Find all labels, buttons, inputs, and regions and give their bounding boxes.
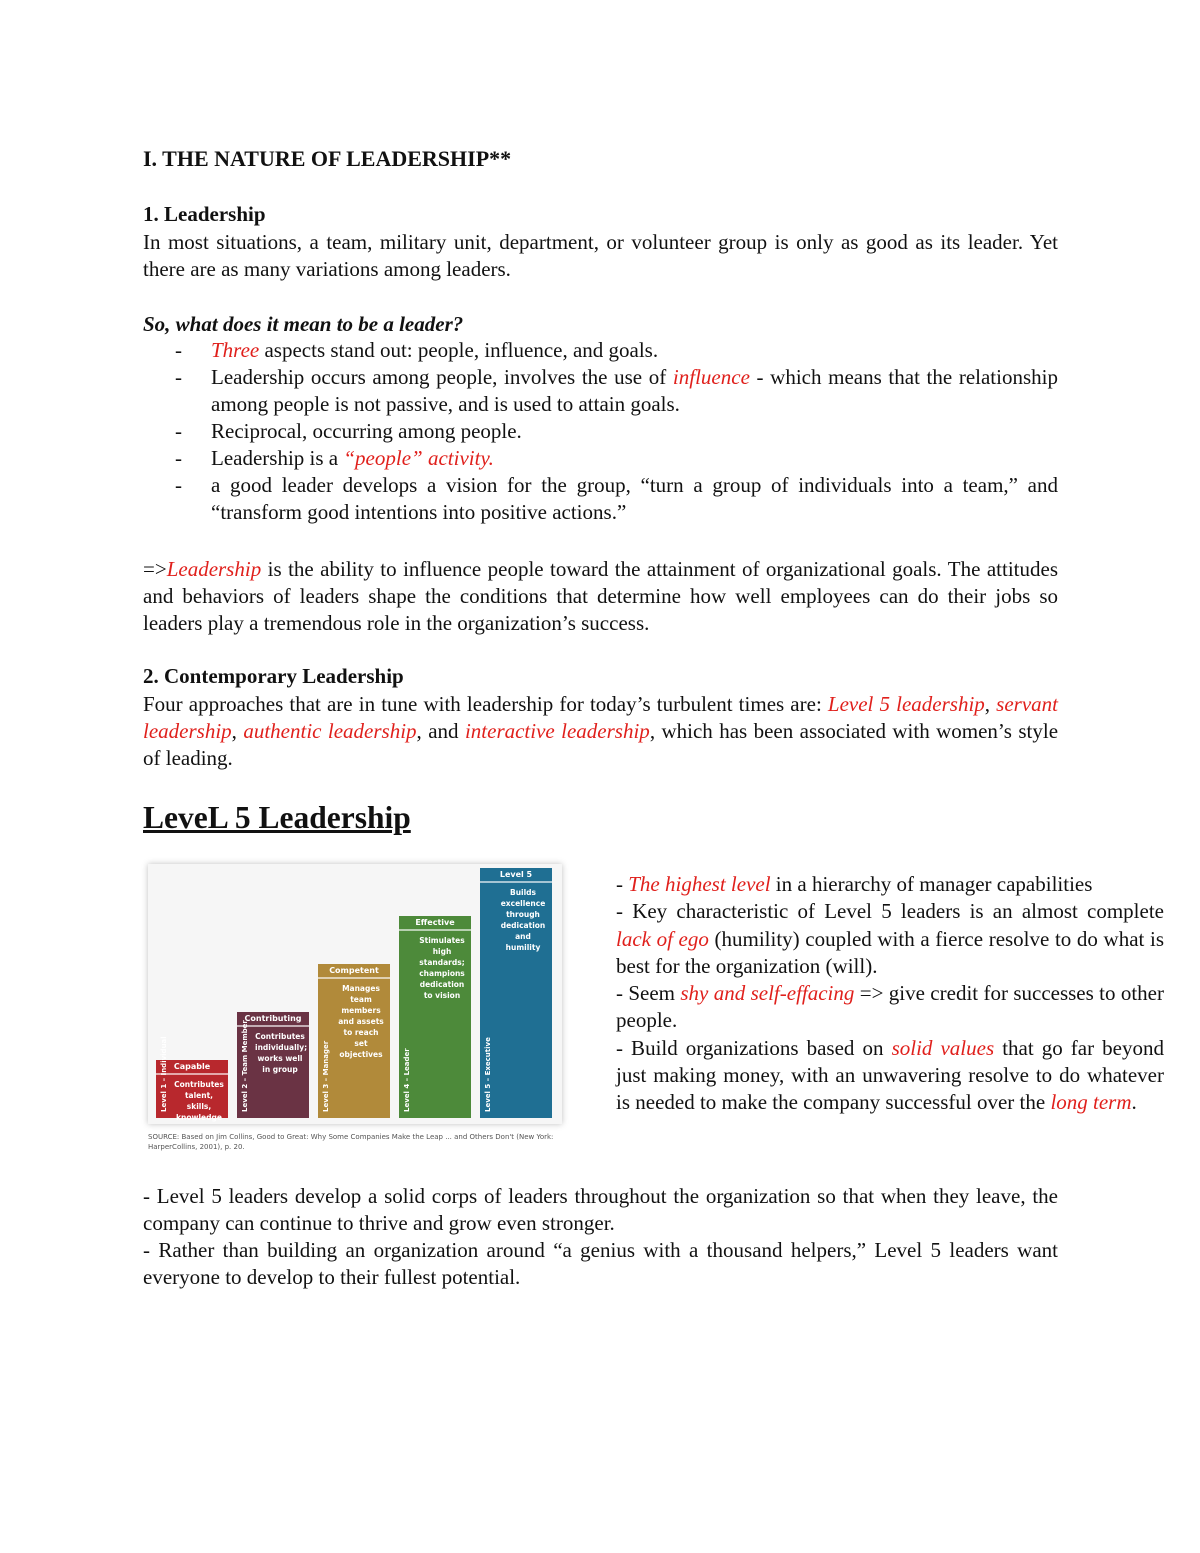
bar-description: Contributes talent, skills, knowledge xyxy=(174,1080,224,1122)
chart-area xyxy=(148,864,562,1124)
list-item: - Leadership is a “people” activity. xyxy=(175,446,494,470)
characteristic-item: - Seem shy and self-effacing => give credit for successes to other people. xyxy=(616,981,1164,1033)
section-heading-leadership: 1. Leadership xyxy=(143,202,266,226)
section-heading-contemporary: 2. Contemporary Leadership xyxy=(143,664,404,688)
characteristic-item: - The highest level in a hierarchy of manager capabilities xyxy=(616,872,1093,896)
bar-label: Capable xyxy=(156,1060,228,1075)
characteristic-item: - Build organizations based on solid values that go far beyond just making money, with an unwavering resolve to do whatever is needed to make the company successful over the long term. xyxy=(616,1035,1164,1115)
list-item: - Leadership occurs among people, involves the use of influence - which means that the relationship among people is not passive, and is used to attain goals. xyxy=(175,365,1058,416)
bar-level-label: Level 1 – Individual xyxy=(160,1036,168,1112)
chart-bar xyxy=(156,1036,228,1122)
bar-level-label: Level 4 – Leader xyxy=(403,1048,411,1112)
leader-question: So, what does it mean to be a leader? xyxy=(143,312,464,336)
list-item: - Three aspects stand out: people, influence, and goals. xyxy=(175,338,659,362)
bar-level-label: Level 5 – Executive xyxy=(484,1037,492,1112)
bar-level-label: Level 2 – Team Member xyxy=(241,1020,249,1112)
characteristic-item: - Key characteristic of Level 5 leaders is an almost complete lack of ego (humility) coupled with a fierce resolve to do what is best for the organization (will). xyxy=(616,899,1164,978)
bar-label: Level 5 xyxy=(480,868,552,883)
list-item: - Reciprocal, occurring among people. xyxy=(175,419,522,443)
document-title: I. THE NATURE OF LEADERSHIP** xyxy=(143,146,512,171)
leadership-definition: =>Leadership is the ability to influence people toward the attainment of organizational goals. The attitudes and behaviors of leaders shape the conditions that determine how well employees can do their jobs so leaders play a tremendous role in the organization’s success. xyxy=(143,557,1058,635)
chart-source: SOURCE: Based on Jim Collins, Good to Great: Why Some Companies Make the Leap ... and Others Don't (New York: HarperCollins, 2001), p. 20. xyxy=(148,1133,554,1151)
contemporary-paragraph: Four approaches that are in tune with leadership for today’s turbulent times are: Level 5 leadership, servant leadership, authentic leadership, and interactive leadership, which has been associated with women’s style of leading. xyxy=(143,692,1059,770)
bar-level-label: Level 3 – Manager xyxy=(322,1040,330,1112)
chart-bar xyxy=(237,1012,309,1118)
list-item: - a good leader develops a vision for the group, “turn a group of individuals into a team,” and “transform good intentions into positive actions.” xyxy=(175,473,1058,524)
bar-description: Manages team members and assets to reach set objectives xyxy=(338,984,384,1059)
bar-description: Stimulates high standards; champions dedication to vision xyxy=(419,936,465,1000)
level5-characteristics xyxy=(616,871,1164,1117)
leader-aspects-list xyxy=(143,337,1058,526)
chart-bar xyxy=(480,868,552,1118)
chart-bar xyxy=(399,916,471,1118)
bar-label: Competent xyxy=(318,964,390,979)
level5-summary xyxy=(143,1183,1058,1291)
chart-bar xyxy=(318,964,390,1118)
bar-description: Contributes individually; works well in group xyxy=(255,1032,308,1074)
bar-label: Contributing xyxy=(237,1012,309,1027)
summary-paragraph: - Rather than building an organization around “a genius with a thousand helpers,” Level 5 leaders want everyone to develop to their fullest potential. xyxy=(143,1238,1058,1289)
leadership-intro: In most situations, a team, military unit, department, or volunteer group is only as good as its leader. Yet there are as many variations among leaders. xyxy=(143,230,1058,281)
bar-description: Builds excellence through dedication and humility xyxy=(500,888,546,952)
level5-hierarchy-chart xyxy=(148,864,562,1151)
summary-paragraph: - Level 5 leaders develop a solid corps of leaders throughout the organization so that when they leave, the company can continue to thrive and grow even stronger. xyxy=(143,1184,1058,1235)
level5-heading: LeveL 5 Leadership xyxy=(143,800,411,835)
bar-label: Effective xyxy=(399,916,471,931)
